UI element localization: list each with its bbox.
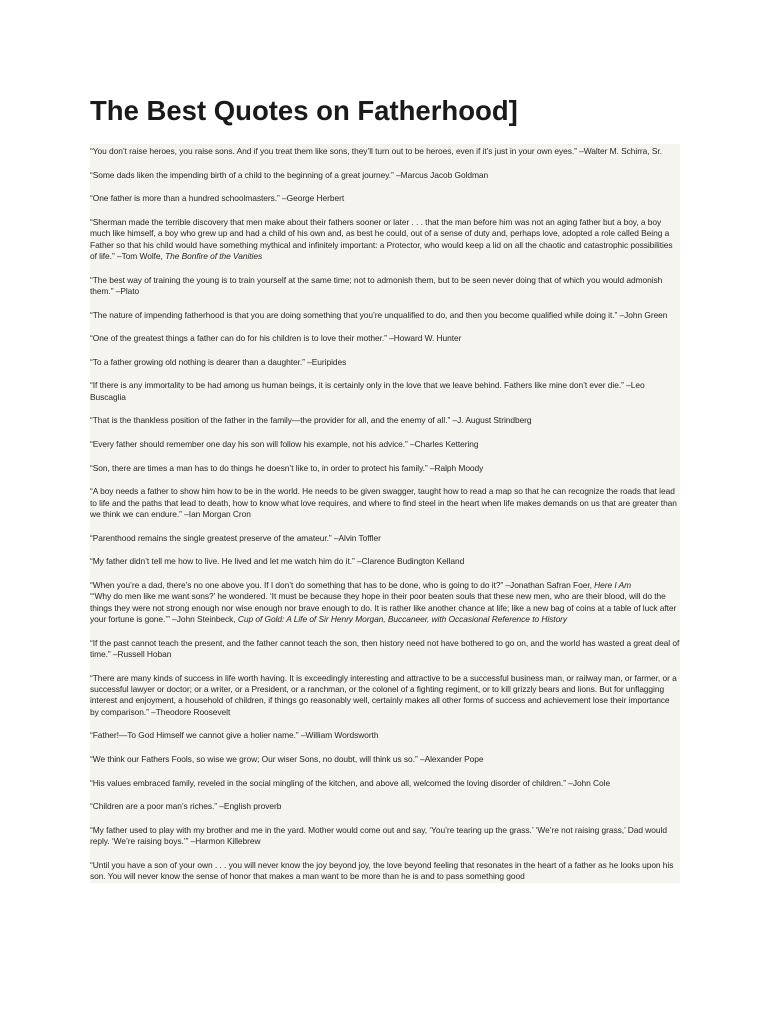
quote-text: “My father used to play with my brother and me in the yard. Mother would come out and say, ‘You’re tearing up the grass.’ ‘We’re not raising grass,’ Dad would reply. ‘We’re raising boys.’” –Harmon Killebrew <box>90 824 667 847</box>
quote-paragraph <box>90 778 680 789</box>
quote-text: “To a father growing old nothing is dearer than a daughter.” –Euripides <box>90 356 347 367</box>
quote-source-work: Here I Am <box>594 579 632 590</box>
quote-text: “A boy needs a father to show him how to be in the world. He needs to be given swagger, taught how to read a map so that he can recognize the roads that lead to life and the paths that lead to death, how to know what love requires, and where to find steel in the heart when life makes demands on us that are greater than we think we can endure.” –Ian Morgan Cron <box>90 486 677 519</box>
quote-source-work: The Bonfire of the Vanities <box>165 251 263 261</box>
quote-paragraph <box>90 591 680 625</box>
quote-text: “Some dads liken the impending birth of a child to the beginning of a great journey.” –Marcus Jacob Goldman <box>90 169 489 180</box>
quote-text: “Every father should remember one day his son will follow his example, not his advice.” –Charles Kettering <box>90 438 479 449</box>
quote-paragraph <box>90 275 680 298</box>
quote-paragraph <box>90 439 680 450</box>
quote-text: “My father didn’t tell me how to live. He lived and let me watch him do it.” –Clarence Budington Kelland <box>90 556 465 567</box>
quote-text: “‘Why do men like me want sons?’ he wondered. ‘It must be because they hope in their poor beaten souls that these new men, who are their blood, will do the things they were not strong enough nor wise enough nor brave enough to do. It is rather like another chance at life; like a new bag of coins at a table of luck after your fortune is gone.’” –John Steinbeck, <box>90 591 677 624</box>
quote-paragraph <box>90 754 680 765</box>
quote-text: “When you’re a dad, there’s no one above you. If I don’t do something that has to be done, who is going to do it?” –Jonathan Safran Foer, <box>90 579 595 590</box>
quote-text: “Sherman made the terrible discovery that men make about their fathers sooner or later . . . that the man before him was not an aging father but a boy, a boy much like himself, a boy who grew up and had a child of his own and, as best he could, out of a sense of duty and, perhaps love, adopted a role called Being a Father so that his child would have something mythical and infinitely important: a Protector, who would keep a lid on all the chaotic and catastrophic possibilities of life.” –Tom Wolfe, <box>90 216 673 261</box>
quote-text: “Parenthood remains the single greatest preserve of the amateur.” –Alvin Toffler <box>90 532 381 543</box>
quote-text: “We think our Fathers Fools, so wise we grow; Our wiser Sons, no doubt, will think us so.” –Alexander Pope <box>90 753 484 764</box>
quote-paragraph <box>90 730 680 741</box>
quote-paragraph <box>90 673 680 719</box>
quote-text: “That is the thankless position of the father in the family—the provider for all, and the enemy of all.” –J. August Strindberg <box>90 415 532 426</box>
quote-text: “The best way of training the young is to train yourself at the same time; not to admonish them, but to be seen never doing that of which you would admonish them.” –Plato <box>90 274 663 296</box>
quote-paragraph <box>90 170 680 181</box>
quote-paragraph <box>90 860 680 883</box>
quote-paragraph <box>90 825 680 848</box>
quote-paragraph <box>90 486 680 520</box>
quote-paragraph <box>90 146 680 157</box>
quote-text: “Father!—To God Himself we cannot give a holier name.” –William Wordsworth <box>90 730 379 741</box>
quote-paragraph <box>90 556 680 567</box>
quote-paragraph <box>90 217 680 263</box>
quote-paragraph <box>90 638 680 661</box>
quote-paragraph <box>90 580 680 591</box>
quote-paragraph <box>90 193 680 204</box>
page-title: The Best Quotes on Fatherhood] <box>90 95 518 126</box>
quote-paragraph <box>90 415 680 426</box>
quote-paragraph <box>90 333 680 344</box>
quote-text: “His values embraced family, reveled in the social mingling of the kitchen, and above all, welcomed the loving disorder of children.” –John Cole <box>90 777 611 788</box>
quote-text: “The nature of impending fatherhood is that you are doing something that you’re unqualified to do, and then you become qualified while doing it.” –John Green <box>90 309 668 320</box>
quote-text: “If there is any immortality to be had among us human beings, it is certainly only in the love that we leave behind. Fathers like mine don’t ever die.” –Leo Buscaglia <box>90 380 645 402</box>
quote-text: “One father is more than a hundred schoolmasters.” –George Herbert <box>90 193 345 204</box>
document-page <box>90 94 680 895</box>
quote-text: “Children are a poor man’s riches.” –English proverb <box>90 801 282 812</box>
quote-text: “There are many kinds of success in life worth having. It is exceedingly interesting and attractive to be a successful business man, or railway man, or farmer, or a successful lawyer or doctor; or a writer, or a President, or a ranchman, or the colonel of a fighting regiment, or to kill grizzly bears and lions. But for unflagging interest and enjoyment, a household of children, if things go reasonably well, certainly makes all other forms of success and achievement lose their importance by comparison.” –Theodore Roosevelt <box>90 672 677 717</box>
quote-text: “Son, there are times a man has to do things he doesn’t like to, in order to protect his family.” –Ralph Moody <box>90 462 484 473</box>
quote-text: “One of the greatest things a father can do for his children is to love their mother.” –Howard W. Hunter <box>90 333 462 344</box>
quote-source-work: Cup of Gold: A Life of Sir Henry Morgan, Buccaneer, with Occasional Reference to History <box>237 613 568 624</box>
quote-paragraph <box>90 357 680 368</box>
quote-paragraph <box>90 801 680 812</box>
quote-paragraph <box>90 310 680 321</box>
quote-paragraph <box>90 463 680 474</box>
quote-text: “If the past cannot teach the present, and the father cannot teach the son, then history need not have bothered to go on, and the world has wasted a great deal of time.” –Russell Hoban <box>90 637 680 659</box>
quote-text: “You don’t raise heroes, you raise sons. And if you treat them like sons, they’ll turn out to be heroes, even if it’s just in your own eyes.” –Walter M. Schirra, Sr. <box>90 146 662 156</box>
quote-text: “Until you have a son of your own . . . you will never know the joy beyond joy, the love beyond feeling that resonates in the heart of a father as he looks upon his son. You will never know the sense of honor that makes a man want to be more than he is and to pass something good <box>90 859 674 882</box>
quotes-list <box>90 144 680 883</box>
quote-paragraph <box>90 380 680 403</box>
quote-paragraph <box>90 533 680 544</box>
